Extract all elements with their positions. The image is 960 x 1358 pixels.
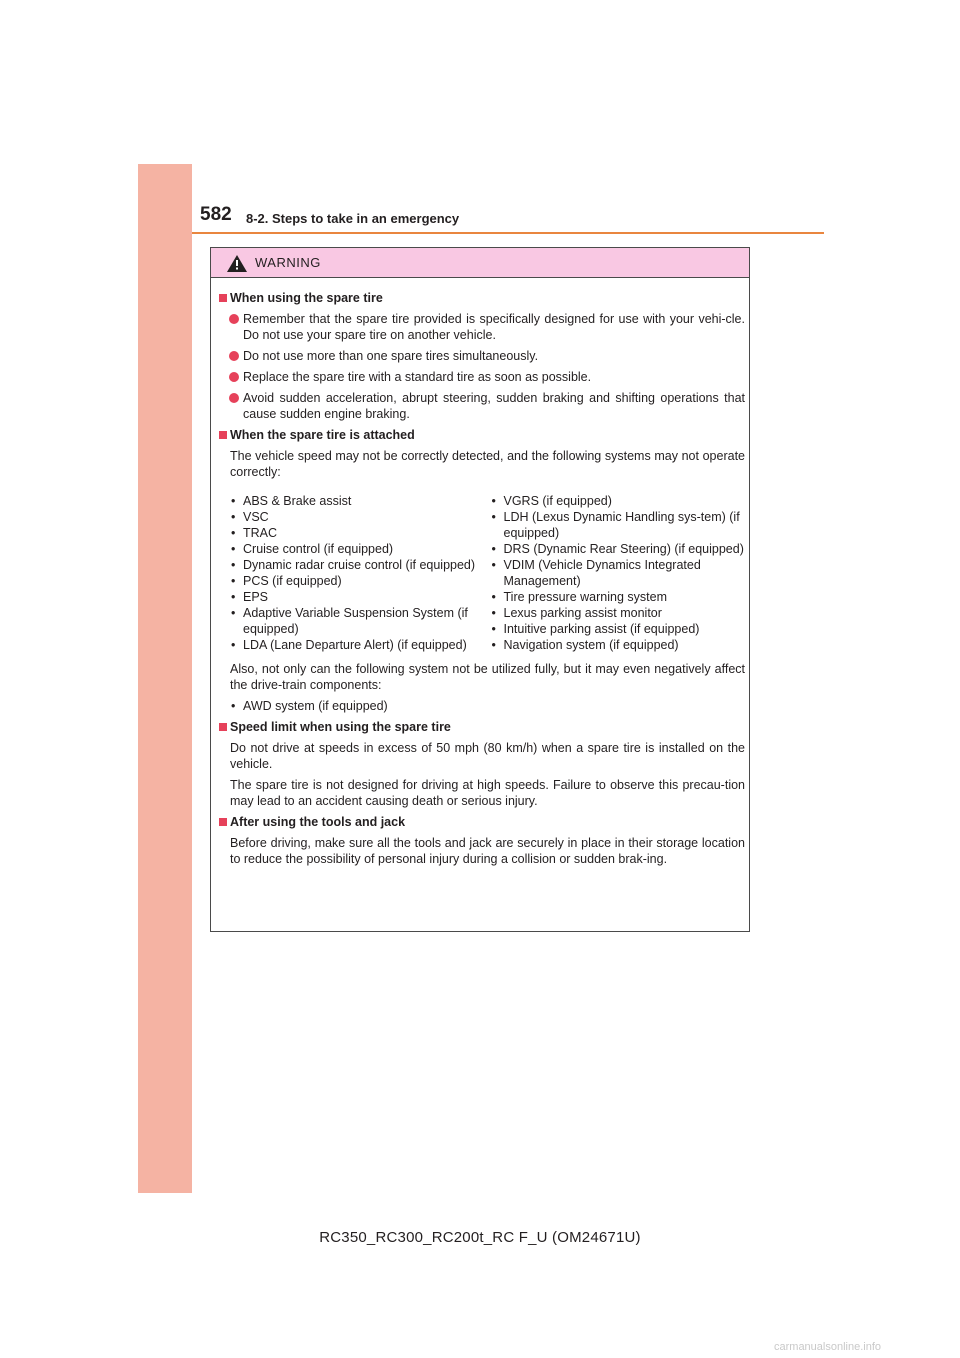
footer-model-code: RC350_RC300_RC200t_RC F_U (OM24671U) <box>319 1229 641 1246</box>
square-bullet-icon <box>219 723 227 731</box>
page-header <box>200 200 824 236</box>
subheading: After using the tools and jack <box>219 814 745 830</box>
list-item: • Cruise control (if equipped) <box>231 542 394 556</box>
header-rule <box>192 232 824 234</box>
list-item: • LDA (Lane Departure Alert) (if equipped) <box>231 638 467 652</box>
warning-title: WARNING <box>255 255 321 270</box>
systems-list <box>219 493 745 653</box>
paragraph: The spare tire is not designed for driving at high speeds. Failure to observe this precau-tion may lead to an accident causing death or serious injury. <box>230 778 745 808</box>
square-bullet-icon <box>219 818 227 826</box>
paragraph: Also, not only can the following system not be utilized fully, but it may even negatively affect the drive-train components: <box>230 662 745 692</box>
warning-box <box>210 247 750 932</box>
warning-content <box>219 290 745 872</box>
list-item: • Dynamic radar cruise control (if equipped) <box>231 558 476 572</box>
square-bullet-icon <box>219 431 227 439</box>
list-item: • EPS <box>231 590 269 604</box>
watermark: carmanualsonline.info <box>774 1341 882 1353</box>
list-item: • Navigation system (if equipped) <box>491 638 679 652</box>
list-item: • AWD system (if equipped) <box>231 699 388 713</box>
list-item: • Lexus parking assist monitor <box>491 606 662 620</box>
square-bullet-icon <box>219 294 227 302</box>
page-number: 582 <box>200 204 232 225</box>
list-item: • Adaptive Variable Suspension System (if equipped) <box>231 606 468 636</box>
circle-bullet-icon <box>229 372 239 382</box>
paragraph: Do not drive at speeds in excess of 50 mph (80 km/h) when a spare tire is installed on the vehicle. <box>230 741 745 771</box>
subheading: When using the spare tire <box>219 290 745 306</box>
subheading: Speed limit when using the spare tire <box>219 719 745 735</box>
circle-bullet-icon <box>229 393 239 403</box>
list-item: • TRAC <box>231 526 278 540</box>
paragraph: Before driving, make sure all the tools and jack are securely in place in their storage location to reduce the possibility of personal injury during a collision or sudden brak-ing. <box>230 836 745 866</box>
circle-bullet-icon <box>229 314 239 324</box>
list-item: • VSC <box>231 510 269 524</box>
warning-header <box>211 248 749 278</box>
bullet-item: Remember that the spare tire provided is specifically designed for use with your vehi-cle. Do not use your spare tire on another vehicle. <box>219 311 745 343</box>
bullet-item: Avoid sudden acceleration, abrupt steering, sudden braking and shifting operations that cause sudden engine braking. <box>219 390 745 422</box>
warning-triangle-icon <box>227 255 247 272</box>
list-item: • LDH (Lexus Dynamic Handling sys-tem) (if equipped) <box>491 510 740 540</box>
circle-bullet-icon <box>229 351 239 361</box>
list-item: • VGRS (if equipped) <box>491 494 612 508</box>
bullet-item: Do not use more than one spare tires simultaneously. <box>219 348 745 364</box>
list-item: • ABS & Brake assist <box>231 494 352 508</box>
bullet-item: Replace the spare tire with a standard tire as soon as possible. <box>219 369 745 385</box>
subheading: When the spare tire is attached <box>219 427 745 443</box>
list-item: • Tire pressure warning system <box>491 590 667 604</box>
systems-list-left <box>230 493 491 653</box>
side-tab-bar <box>138 164 192 1193</box>
section-title: 8-2. Steps to take in an emergency <box>246 211 460 226</box>
list-item: • Intuitive parking assist (if equipped) <box>491 622 700 636</box>
list-item: • VDIM (Vehicle Dynamics Integrated Management) <box>491 558 701 588</box>
list-item: • PCS (if equipped) <box>231 574 342 588</box>
list-item: • DRS (Dynamic Rear Steering) (if equipped) <box>491 542 744 556</box>
systems-list-right <box>491 493 746 653</box>
paragraph: The vehicle speed may not be correctly detected, and the following systems may not operate correctly: <box>230 449 745 479</box>
